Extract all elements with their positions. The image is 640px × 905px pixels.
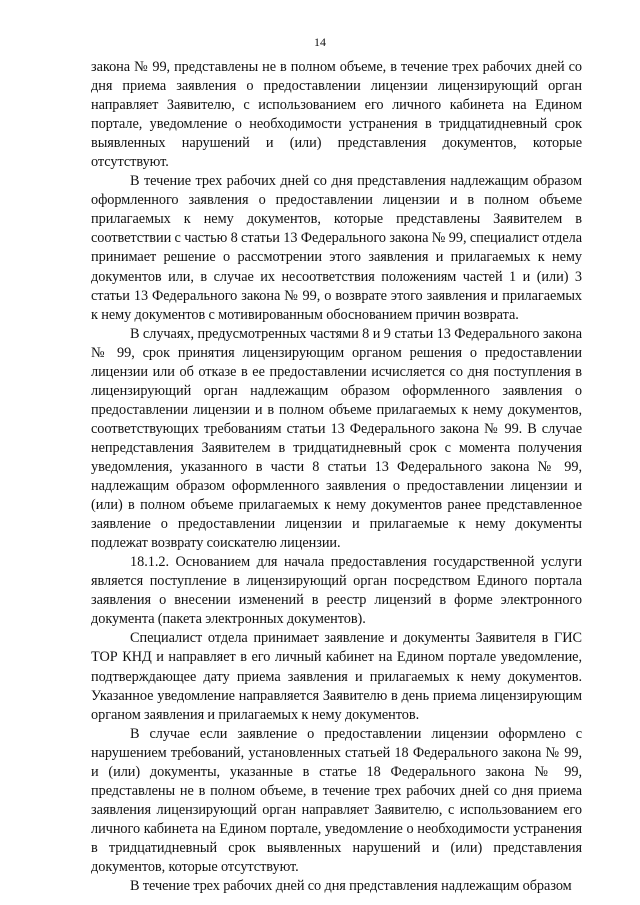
paragraph-continuation: закона № 99, представлены не в полном объеме, в течение трех рабочих дней со дня приема заявления о предоставлении лицензии лицензирующий орган направляет Заявителю, с использованием его личного кабинета на Едином портале, уведомление о необходимости устранения в тридцатидневный срок выявленных нарушений и (или) представления документов, которые отсутствуют. [91, 59, 582, 171]
document-body [91, 58, 582, 896]
paragraph-three-days: В течение трех рабочих дней со дня представления надлежащим образом [130, 878, 572, 895]
paragraph-decision-term: В случаях, предусмотренных частями 8 и 9 статьи 13 Федерального закона № 99, срок принятия лицензирующим органом решения о предоставлении лицензии или об отказе в ее предоставлении исчисляется со дня поступления в лицензирующий орган надлежащим образом оформленного заявления о предоставлении лицензии и в полном объеме прилагаемых к нему документов, соответствующих требованиям статьи 13 Федерального закона № 99. В случае непредставления Заявителем в тридцатидневный срок с момента получения уведомления, указанного в части 8 статьи 13 Федерального закона № 99, надлежащим образом оформленного заявления о предоставлении лицензии и (или) в полном объеме прилагаемых к нему документов ранее представленное заявление о предоставлении лицензии и прилагаемые к нему документы подлежат возврату соискателю лицензии. [91, 325, 582, 552]
paragraph-violations-notice: В случае если заявление о предоставлении лицензии оформлено с нарушением требований, установленных статьей 18 Федерального закона № 99, и (или) документы, указанные в статье 18 Федерального закона № 99, представлены не в полном объеме, в течение трех рабочих дней со дня приема заявления лицензирующий орган направляет Заявителю, с использованием его личного кабинета на Едином портале, уведомление о необходимости устранения в тридцатидневный срок выявленных нарушений и (или) представления документов, которые отсутствуют. [91, 725, 582, 875]
paragraph-review-decision: В течение трех рабочих дней со дня представления надлежащим образом оформленного заявления о предоставлении лицензии и в полном объеме прилагаемых к нему документов, которые представлены Заявителем в соответствии с частью 8 статьи 13 Федерального закона № 99, специалист отдела принимает решение о рассмотрении этого заявления и прилагаемых к нему документов или, в случае их несоответствия положениям частей 1 и (или) 3 статьи 13 Федерального закона № 99, о возврате этого заявления и прилагаемых к нему документов с мотивированным обоснованием причин возврата. [91, 173, 582, 323]
paragraph-specialist-acceptance: Специалист отдела принимает заявление и документы Заявителя в ГИС ТОР КНД и направляет в его личный кабинет на Едином портале уведомление, подтверждающее дату приема заявления и прилагаемых к нему документов. Указанное уведомление направляется Заявителю в день приема лицензирующим органом заявления и прилагаемых к нему документов. [91, 630, 582, 723]
paragraph-18-1-2: 18.1.2. Основанием для начала предоставления государственной услуги является поступление в лицензирующий орган посредством Единого портала заявления о внесении изменений в реестр лицензий в форме электронного документа (пакета электронных документов). [91, 554, 582, 628]
page-number: 14 [314, 35, 326, 49]
